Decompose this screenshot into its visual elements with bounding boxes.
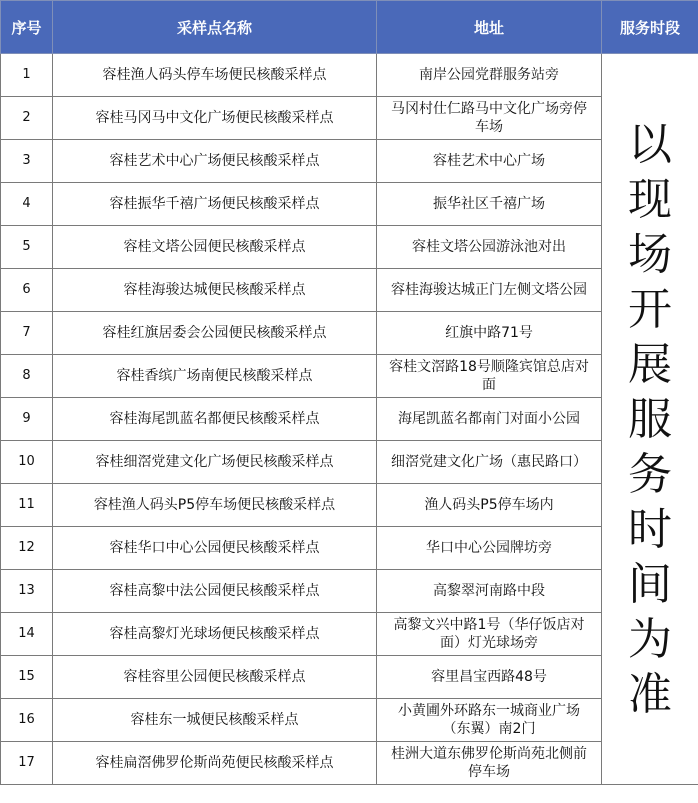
- service-time-char: 时: [628, 503, 672, 555]
- site-name: 容桂艺术中心广场便民核酸采样点: [53, 140, 377, 183]
- site-name: 容桂渔人码头P5停车场便民核酸采样点: [53, 484, 377, 527]
- site-address: 高黎翠河南路中段: [377, 570, 602, 613]
- row-number: 15: [1, 656, 53, 699]
- service-time-char: 为: [628, 613, 672, 665]
- header-address: 地址: [377, 1, 602, 54]
- site-address: 细滘党建文化广场（惠民路口）: [377, 441, 602, 484]
- table-row: [1, 226, 698, 269]
- service-time-char: 服: [628, 393, 672, 445]
- table-row: [1, 656, 698, 699]
- row-number: 13: [1, 570, 53, 613]
- row-number: 7: [1, 312, 53, 355]
- service-time-char: 现: [628, 173, 672, 225]
- site-name: 容桂高黎中法公园便民核酸采样点: [53, 570, 377, 613]
- site-name: 容桂扁滘佛罗伦斯尚苑便民核酸采样点: [53, 742, 377, 785]
- site-address: 南岸公园党群服务站旁: [377, 54, 602, 97]
- site-name: 容桂渔人码头停车场便民核酸采样点: [53, 54, 377, 97]
- site-address: 海尾凯蓝名都南门对面小公园: [377, 398, 602, 441]
- table-row: [1, 312, 698, 355]
- site-address: 容桂文滘路18号顺隆宾馆总店对面: [377, 355, 602, 398]
- table-row: [1, 742, 698, 785]
- site-address: 渔人码头P5停车场内: [377, 484, 602, 527]
- site-name: 容桂海尾凯蓝名都便民核酸采样点: [53, 398, 377, 441]
- site-name: 容桂马冈马中文化广场便民核酸采样点: [53, 97, 377, 140]
- table-row: [1, 484, 698, 527]
- row-number: 6: [1, 269, 53, 312]
- service-time-char: 以: [628, 118, 672, 170]
- site-name: 容桂东一城便民核酸采样点: [53, 699, 377, 742]
- row-number: 16: [1, 699, 53, 742]
- row-number: 12: [1, 527, 53, 570]
- site-address: 容桂艺术中心广场: [377, 140, 602, 183]
- table-row: [1, 140, 698, 183]
- site-address: 小黄圃外环路东一城商业广场（东翼）南2门: [377, 699, 602, 742]
- table-body: [1, 54, 698, 785]
- row-number: 5: [1, 226, 53, 269]
- service-time-char: 场: [628, 228, 672, 280]
- row-number: 10: [1, 441, 53, 484]
- site-address: 华口中心公园牌坊旁: [377, 527, 602, 570]
- service-time-char: 开: [628, 283, 672, 335]
- site-address: 振华社区千禧广场: [377, 183, 602, 226]
- site-name: 容桂红旗居委会公园便民核酸采样点: [53, 312, 377, 355]
- site-address: 红旗中路71号: [377, 312, 602, 355]
- table-row: [1, 355, 698, 398]
- site-address: 容桂文塔公园游泳池对出: [377, 226, 602, 269]
- site-name: 容桂华口中心公园便民核酸采样点: [53, 527, 377, 570]
- header-row: [1, 1, 698, 54]
- table-row: [1, 527, 698, 570]
- table-row: [1, 54, 698, 97]
- table-row: [1, 570, 698, 613]
- site-name: 容桂高黎灯光球场便民核酸采样点: [53, 613, 377, 656]
- table-row: [1, 183, 698, 226]
- header-no: 序号: [1, 1, 53, 54]
- header-service-time: 服务时段: [602, 1, 698, 54]
- site-address: 容里昌宝西路48号: [377, 656, 602, 699]
- table-row: [1, 699, 698, 742]
- service-time-char: 展: [628, 338, 672, 390]
- site-address: 马冈村仕仁路马中文化广场旁停车场: [377, 97, 602, 140]
- table-row: [1, 441, 698, 484]
- service-time-note: [602, 54, 698, 785]
- site-name: 容桂容里公园便民核酸采样点: [53, 656, 377, 699]
- table-row: [1, 97, 698, 140]
- row-number: 8: [1, 355, 53, 398]
- site-name: 容桂细滘党建文化广场便民核酸采样点: [53, 441, 377, 484]
- row-number: 9: [1, 398, 53, 441]
- table-row: [1, 613, 698, 656]
- service-time-char: 间: [628, 558, 672, 610]
- site-address: 桂洲大道东佛罗伦斯尚苑北侧前停车场: [377, 742, 602, 785]
- service-time-text: [602, 117, 698, 722]
- row-number: 14: [1, 613, 53, 656]
- service-time-char: 务: [628, 448, 672, 500]
- row-number: 2: [1, 97, 53, 140]
- row-number: 1: [1, 54, 53, 97]
- site-address: 容桂海骏达城正门左侧文塔公园: [377, 269, 602, 312]
- header-site-name: 采样点名称: [53, 1, 377, 54]
- table-row: [1, 398, 698, 441]
- service-time-char: 准: [628, 668, 672, 720]
- site-name: 容桂香缤广场南便民核酸采样点: [53, 355, 377, 398]
- table-row: [1, 269, 698, 312]
- site-address: 高黎文兴中路1号（华仔饭店对面）灯光球场旁: [377, 613, 602, 656]
- row-number: 11: [1, 484, 53, 527]
- site-name: 容桂文塔公园便民核酸采样点: [53, 226, 377, 269]
- site-name: 容桂振华千禧广场便民核酸采样点: [53, 183, 377, 226]
- site-name: 容桂海骏达城便民核酸采样点: [53, 269, 377, 312]
- row-number: 17: [1, 742, 53, 785]
- row-number: 3: [1, 140, 53, 183]
- row-number: 4: [1, 183, 53, 226]
